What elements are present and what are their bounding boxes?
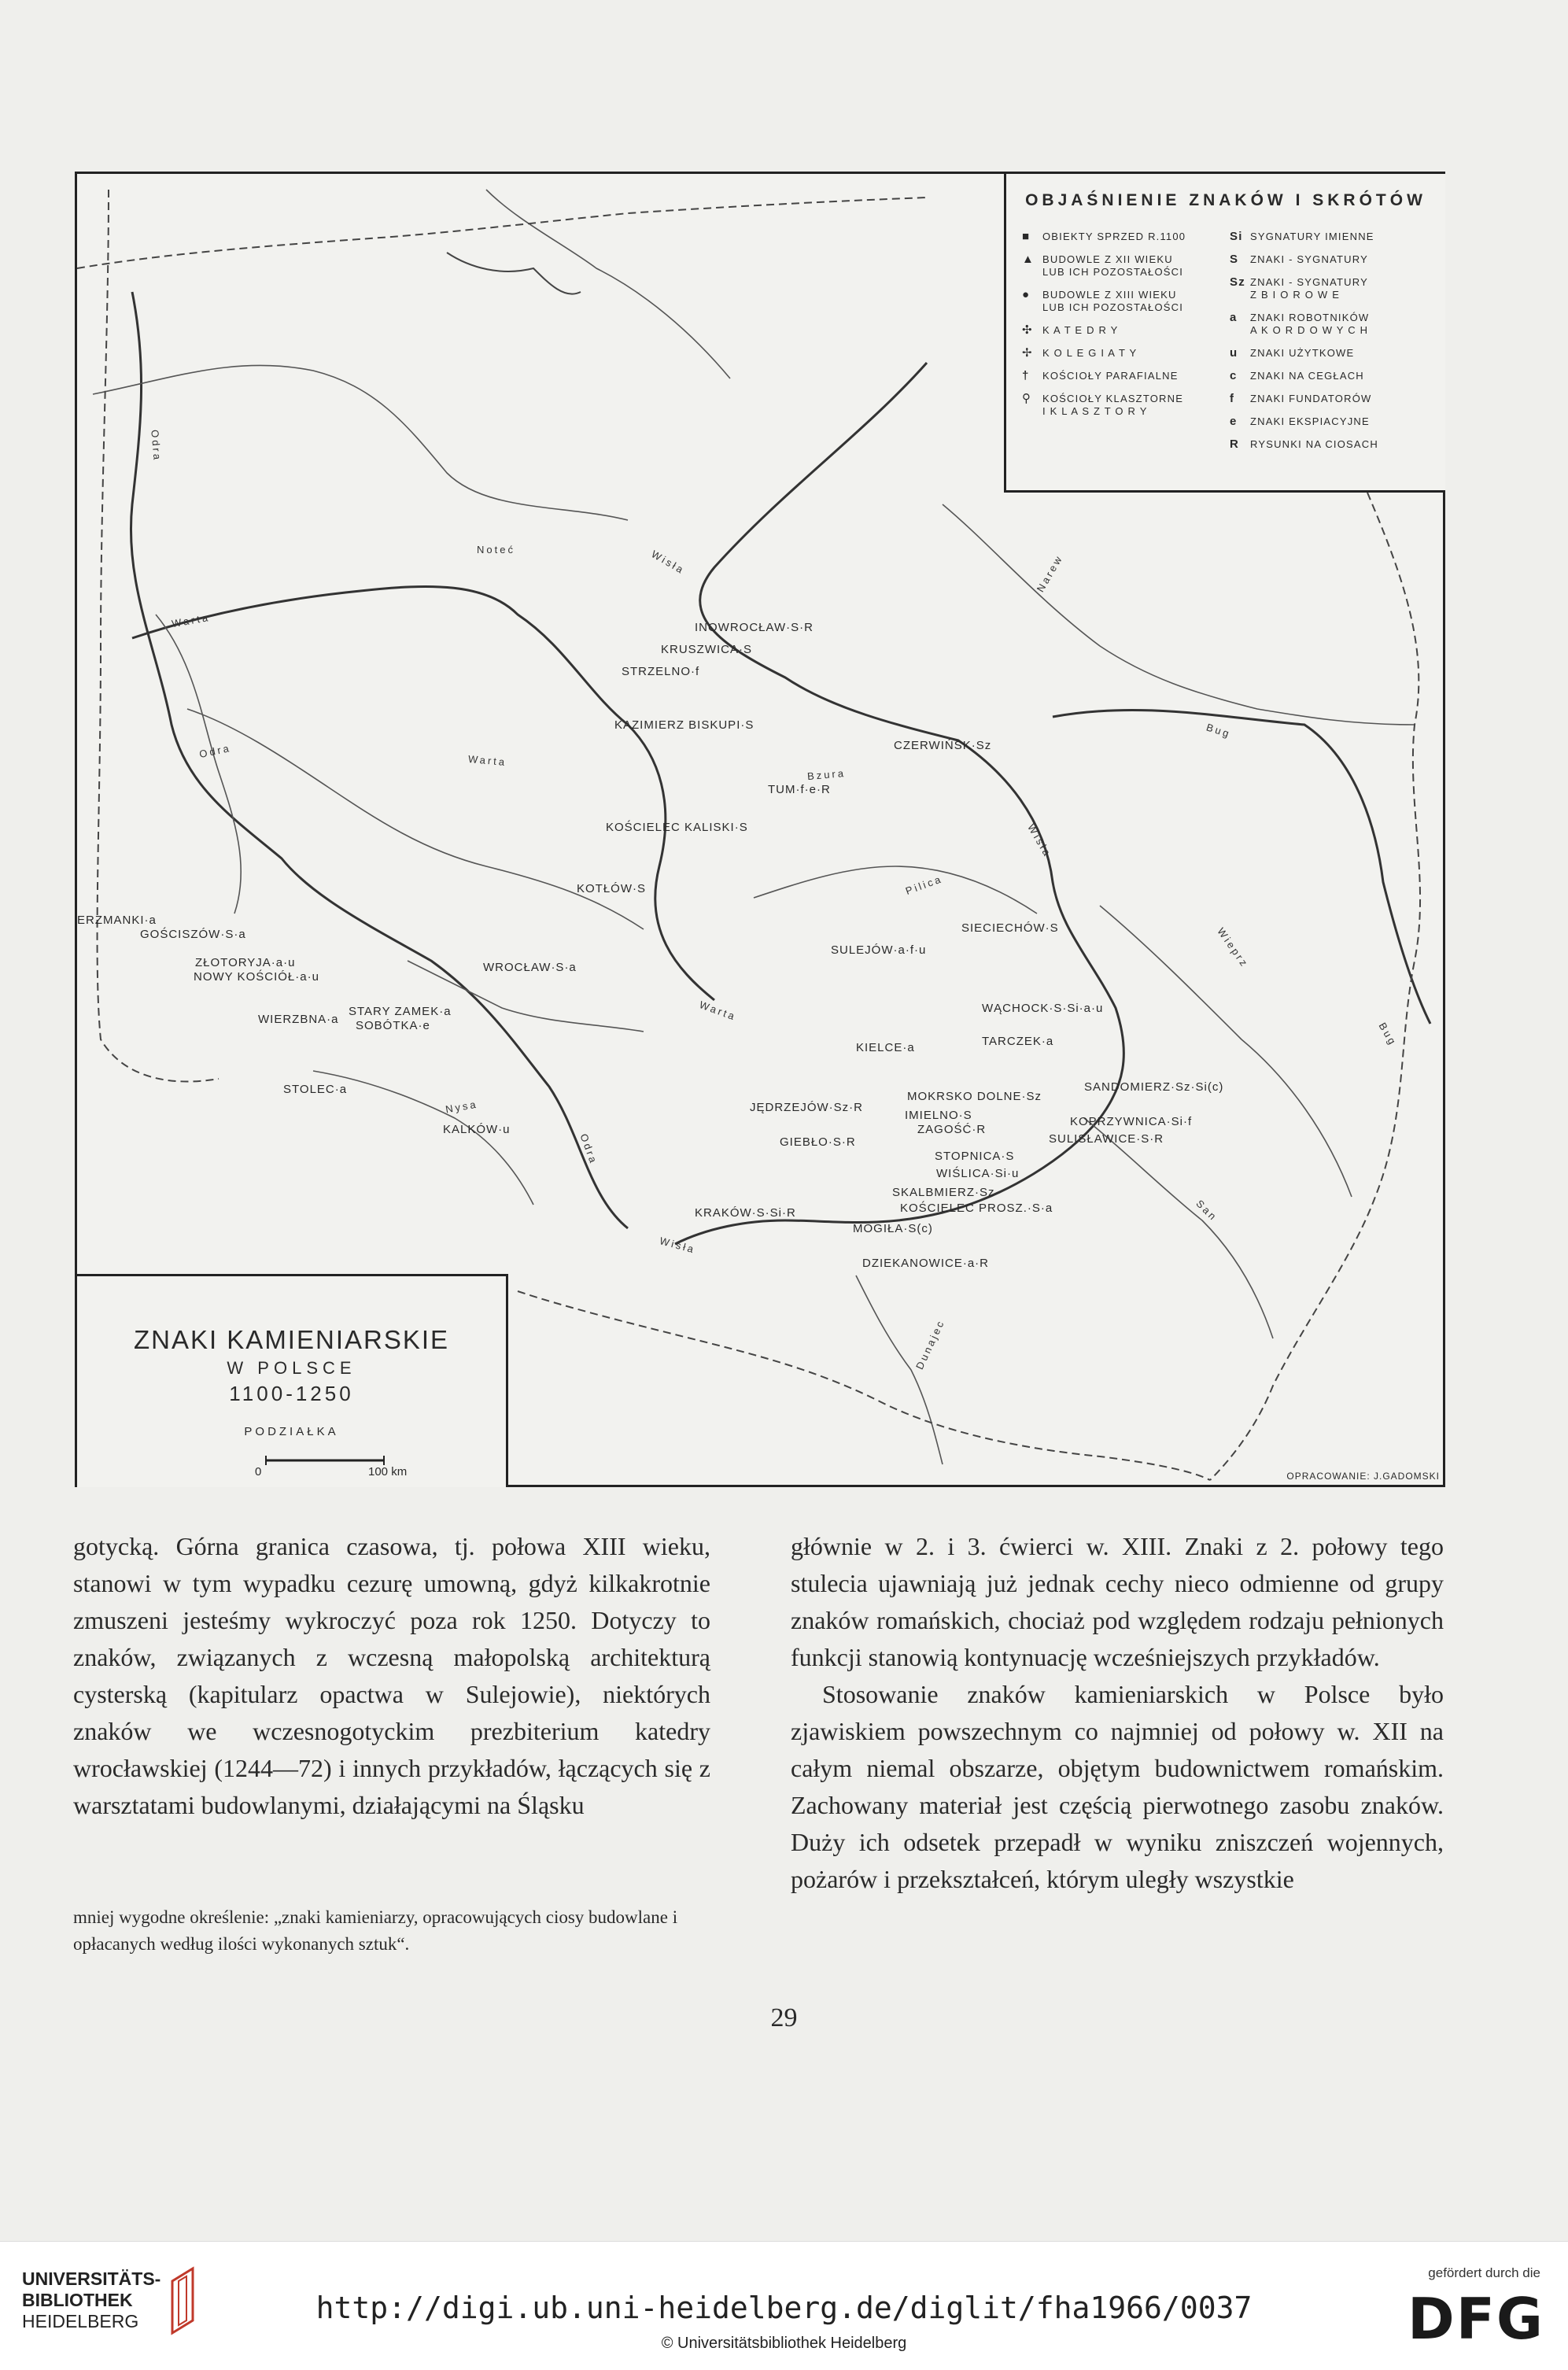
- legend-item: [1230, 253, 1442, 266]
- legend-symbol: Sz: [1230, 275, 1245, 289]
- legend-text: ZNAKI - SYGNATURY Z B I O R O W E: [1250, 276, 1368, 301]
- legend-item: [1022, 347, 1227, 360]
- legend-item: [1230, 393, 1442, 405]
- paragraph-right-1: głównie w 2. i 3. ćwierci w. XIII. Znaki z 2. połowy tego stulecia ujawniają już jednak cechy nieco odmienne od grupy znaków romańskich, chociaż pod względem rodzaju pełnionych funkcji stanowią kontynuację wcześniejszych przykładów.: [791, 1532, 1444, 1671]
- footnote: mniej wygodne określenie: „znaki kamieniarzy, opracowujących ciosy budowlane i opłacanych według ilości wykonanych sztuk“.: [73, 1907, 678, 1954]
- place-label: TARCZEK·a: [982, 1035, 1054, 1048]
- place-label: KAZIMIERZ BISKUPI·S: [614, 718, 754, 732]
- legend-text: KOŚCIOŁY KLASZTORNE I K L A S Z T O R Y: [1042, 393, 1184, 417]
- legend-item: [1230, 312, 1442, 337]
- place-label: MOGIŁA·S(c): [853, 1222, 933, 1235]
- place-label: WIŚLICA·Si·u: [936, 1167, 1020, 1180]
- place-label: KIELCE·a: [856, 1041, 915, 1054]
- legend-text: ZNAKI FUNDATORÓW: [1250, 393, 1372, 404]
- legend-symbol: a: [1230, 311, 1238, 324]
- legend-text: KOŚCIOŁY PARAFIALNE: [1042, 370, 1179, 382]
- place-label: SULISŁAWICE·S·R: [1049, 1132, 1164, 1146]
- library-line-1: UNIVERSITÄTS-: [22, 2268, 161, 2289]
- place-label: SOBÓTKA·e: [356, 1019, 430, 1032]
- legend-right-column: [1230, 231, 1442, 461]
- river-label: Odra: [197, 741, 233, 761]
- river-vistula: [675, 363, 1123, 1244]
- legend-left-column: [1022, 231, 1227, 428]
- legend-text: BUDOWLE Z XII WIEKU LUB ICH POZOSTAŁOŚCI: [1042, 253, 1184, 278]
- map-title: ZNAKI KAMIENIARSKIE: [133, 1325, 450, 1354]
- place-label: NOWY KOŚCIÓŁ·a·u: [194, 970, 319, 984]
- legend-item: [1230, 231, 1442, 243]
- legend-symbol: ⚲: [1022, 392, 1032, 405]
- border-west: [98, 190, 219, 1081]
- border-east: [1210, 493, 1420, 1480]
- legend-symbol: ●: [1022, 288, 1031, 301]
- place-label: ZAGOŚĆ·R: [917, 1123, 987, 1136]
- place-label: ERZMANKI·a: [77, 914, 157, 927]
- scale-label: PODZIAŁKA: [244, 1425, 339, 1438]
- place-label: STOLEC·a: [283, 1083, 348, 1096]
- place-label: WIERZBNA·a: [258, 1013, 339, 1026]
- legend-symbol: S: [1230, 253, 1239, 266]
- legend-symbol: R: [1230, 437, 1240, 451]
- legend-item: [1022, 393, 1227, 418]
- scale-max: 100 km: [368, 1465, 408, 1478]
- river-label: Bug: [1376, 1020, 1400, 1049]
- place-label: WĄCHOCK·S·Si·a·u: [982, 1002, 1104, 1015]
- river-label: Wisła: [649, 548, 688, 577]
- legend-item: [1230, 347, 1442, 360]
- copyright: © Universitätsbibliothek Heidelberg: [661, 2335, 907, 2352]
- legend-item: [1022, 253, 1227, 279]
- river-label: Warta: [467, 752, 507, 769]
- river-label: Noteć: [477, 544, 515, 556]
- legend-symbol: ■: [1022, 230, 1031, 243]
- river-label: Bug: [1205, 721, 1233, 740]
- legend-item: [1022, 324, 1227, 337]
- river-label: Pilica: [903, 873, 945, 897]
- scale-min: 0: [255, 1465, 262, 1478]
- legend-text: RYSUNKI NA CIOSACH: [1250, 438, 1378, 450]
- page-number: 29: [770, 2003, 798, 2032]
- river-bug: [1053, 710, 1430, 1024]
- place-label: GIEBŁO·S·R: [780, 1135, 856, 1149]
- river-label: Dunajec: [913, 1317, 947, 1371]
- legend-symbol: u: [1230, 346, 1238, 360]
- place-label: TUM·f·e·R: [768, 783, 831, 796]
- place-label: KOTŁÓW·S: [577, 882, 647, 895]
- river-oder: [131, 292, 628, 1228]
- river-label: Warta: [697, 999, 739, 1023]
- border-south: [518, 1291, 1210, 1480]
- map-date-range: 1100-1250: [229, 1382, 354, 1405]
- legend-item: [1230, 370, 1442, 382]
- place-label: STRZELNO·f: [622, 665, 700, 678]
- legend-text: ZNAKI UŻYTKOWE: [1250, 347, 1355, 359]
- paragraph-right-2: Stosowanie znaków kamieniarskich w Polsce było zjawiskiem powszechnym co najmniej od połowy w. XII na całym niemal obszarze, objętym budownictwem romańskim. Zachowany materiał jest częścią pierwotnego zasobu znaków. Duży ich odsetek przepadł w wyniku zniszczeń wojennych, pożarów i przekształceń, którym uległy wszystkie: [791, 1680, 1444, 1893]
- map-frame: [75, 172, 1445, 1487]
- place-label: STARY ZAMEK·a: [349, 1005, 452, 1018]
- legend-text: BUDOWLE Z XIII WIEKU LUB ICH POZOSTAŁOŚCI: [1042, 289, 1184, 313]
- place-label: MOKRSKO DOLNE·Sz: [907, 1090, 1042, 1103]
- place-label: KRAKÓW·S·Si·R: [695, 1206, 796, 1220]
- place-label: GOŚCISZÓW·S·a: [140, 928, 246, 941]
- legend-symbol: ✢: [1022, 346, 1033, 360]
- funding-note: gefördert durch die: [1428, 2265, 1540, 2280]
- place-label: KOŚCIELEC PROSZ.·S·a: [900, 1202, 1053, 1215]
- river-label: Wisła: [658, 1235, 697, 1256]
- legend-text: ZNAKI ROBOTNIKÓW A K O R D O W Y C H: [1250, 312, 1370, 336]
- river-label: Odra: [149, 429, 164, 463]
- legend-text: K O L E G I A T Y: [1042, 347, 1138, 359]
- place-label: SIECIECHÓW·S: [961, 921, 1059, 935]
- legend-item: [1022, 289, 1227, 314]
- place-label: KOPRZYWNICA·Si·f: [1070, 1115, 1193, 1128]
- river-label: Odra: [577, 1131, 600, 1167]
- legend-item: [1230, 438, 1442, 451]
- legend-symbol: e: [1230, 415, 1238, 428]
- river-label: Nysa: [445, 1098, 479, 1116]
- legend-title: OBJAŚNIENIE ZNAKÓW I SKRÓTÓW: [1025, 191, 1426, 209]
- map-title-box: [77, 1274, 508, 1487]
- map-subtitle: W POLSCE: [227, 1358, 356, 1378]
- map-credit: OPRACOWANIE: J.GADOMSKI: [1286, 1471, 1440, 1482]
- legend-symbol: Si: [1230, 230, 1243, 243]
- place-label: DZIEKANOWICE·a·R: [862, 1257, 990, 1270]
- place-label: KALKÓW·u: [443, 1123, 511, 1136]
- legend-item: [1230, 415, 1442, 428]
- text-column-left: [73, 1528, 710, 1824]
- river-label: San: [1194, 1197, 1220, 1224]
- place-label: ZŁOTORYJA·a·u: [195, 956, 296, 969]
- river-label: Bzura: [806, 766, 847, 783]
- legend-symbol: ✣: [1022, 323, 1033, 337]
- place-label: INOWROCŁAW·S·R: [695, 621, 814, 634]
- river-label: Narew: [1034, 552, 1065, 595]
- legend-text: OBIEKTY SPRZED R.1100: [1042, 231, 1186, 242]
- legend-text: K A T E D R Y: [1042, 324, 1119, 336]
- legend-item: [1230, 276, 1442, 301]
- place-label: KOŚCIELEC KALISKI·S: [606, 821, 748, 834]
- place-label: JĘDRZEJÓW·Sz·R: [750, 1101, 863, 1114]
- legend-symbol: ▲: [1022, 253, 1035, 266]
- legend-text: ZNAKI - SYGNATURY: [1250, 253, 1368, 265]
- legend-text: ZNAKI EKSPIACYJNE: [1250, 415, 1370, 427]
- place-label: SULEJÓW·a·f·u: [831, 943, 927, 957]
- footer-bar: [0, 2241, 1568, 2370]
- place-label: KRUSZWICA·S: [661, 643, 752, 656]
- text-column-right: [791, 1528, 1444, 1898]
- river-label: Wisła: [1025, 821, 1054, 860]
- legend-symbol: c: [1230, 369, 1238, 382]
- paragraph-left: gotycką. Górna granica czasowa, tj. połowa XIII wieku, stanowi w tym wypadku cezurę umowną, gdyż kilkakrotnie zmuszeni jesteśmy wykroczyć poza rok 1250. Dotyczy to znaków, związanych z wczesną małopolską architekturą cysterską (kapitularz opactwa w Sulejowie), niektórych znaków we wczesnogotyckim prezbiterium katedry wrocławskiej (1244—72) i innych przykładów, łączących się z warsztatami budowlanymi, działającymi na Śląsku: [73, 1532, 710, 1819]
- place-label: SKALBMIERZ·Sz: [892, 1186, 995, 1199]
- library-line-2: BIBLIOTHEK: [22, 2290, 133, 2310]
- place-label: SANDOMIERZ·Sz·Si(c): [1084, 1080, 1224, 1094]
- place-label: CZERWIŃSK·Sz: [894, 739, 992, 752]
- legend-item: [1022, 370, 1227, 382]
- map-legend: [1004, 174, 1445, 493]
- legend-symbol: f: [1230, 392, 1235, 405]
- border-north: [77, 198, 927, 268]
- legend-symbol: †: [1022, 369, 1030, 382]
- river-label: Wieprz: [1215, 925, 1252, 970]
- river-label: Warta: [171, 611, 212, 630]
- dfg-logo: DFG: [1407, 2286, 1544, 2352]
- legend-text: SYGNATURY IMIENNE: [1250, 231, 1374, 242]
- place-label: STOPNICA·S: [935, 1150, 1015, 1163]
- place-label: WROCŁAW·S·a: [483, 961, 577, 974]
- legend-item: [1022, 231, 1227, 243]
- library-line-3: HEIDELBERG: [22, 2311, 139, 2331]
- place-label: IMIELNO·S: [905, 1109, 972, 1122]
- legend-text: ZNAKI NA CEGŁACH: [1250, 370, 1364, 382]
- permalink[interactable]: http://digi.ub.uni-heidelberg.de/diglit/fha1966/0037: [315, 2291, 1253, 2325]
